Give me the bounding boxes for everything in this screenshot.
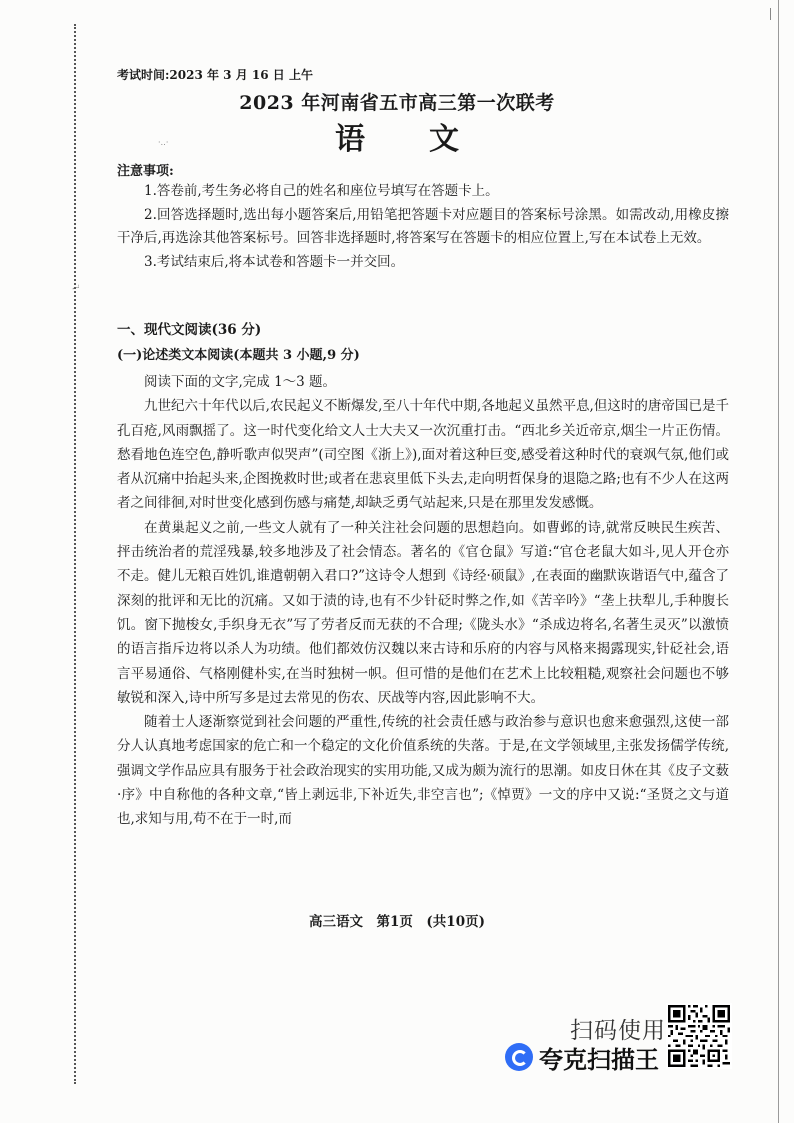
- reading-passage: [117, 370, 729, 832]
- exam-title: 2023 年河南省五市高三第一次联考: [239, 92, 555, 114]
- subsection-heading: (一)论述类文本阅读(本题共 3 小题,9 分): [117, 348, 360, 363]
- notice-item: 2.回答选择题时,选出每小题答案后,用铅笔把答题卡对应题目的答案标号涂黑。如需改动,用橡皮擦干净后,再选涂其他答案标号。回答非选择题时,将答案写在答题卡的相应位置上,写在本试卷上无效。: [117, 206, 729, 246]
- page-edge-line: [778, 0, 779, 1123]
- instruction-paragraph: 阅读下面的文字,完成 1～3 题。: [144, 374, 337, 390]
- exam-time: 考试时间:2023 年 3 月 16 日 上午: [117, 68, 313, 82]
- scan-to-use-label: 扫码使用: [570, 1018, 666, 1044]
- notice-item: 3.考试结束后,将本试卷和答题卡一并交回。: [144, 253, 405, 270]
- page-edge-tick: [770, 8, 781, 20]
- subject-title: 语文: [335, 122, 523, 157]
- passage-paragraph: 随着士人逐渐察觉到社会问题的严重性,传统的社会责任感与政治参与意识也愈来愈强烈,这使一部分人认真地考虑国家的危亡和一个稳定的文化价值系统的失落。于是,在文学领域里,主张发扬儒学传统,强调文学作品应具有服务于社会政治现实的实用功能,又成为颇为流行的思潮。如皮日休在其《皮子文薮·序》中自称他的各种文章,“皆上剥远非,下补近失,非空言也”;《悼贾》一文的序中又说:“圣贤之文与道也,求知与用,苟不在于一时,而: [117, 714, 729, 828]
- page-footer: 高三语文 第1页 (共10页): [309, 914, 485, 930]
- quark-logo-icon: [505, 1043, 533, 1071]
- section-heading: 一、现代文阅读(36 分): [117, 322, 262, 338]
- passage-paragraph: 在黄巢起义之前,一些文人就有了一种关注社会问题的思想趋向。如曹邺的诗,就常反映民生疾苦、抨击统治者的荒淫残暴,较多地涉及了社会情态。著名的《官仓鼠》写道:“官仓老鼠大如斗,见人开仓亦不走。健儿无粮百姓饥,谁遣朝朝入君口?”这诗令人想到《诗经·硕鼠》,在表面的幽默诙谐语气中,蕴含了深刻的批评和无比的沉痛。又如于渍的诗,也有不少针砭时弊之作,如《苦辛吟》“垄上扶犁儿,手种腹长饥。窗下抛梭女,手织身无衣”写了劳者反而无获的不合理;《陇头水》“杀成边将名,名著生灵灭”以激愤的语言指斥边将以杀人为功绩。他们都效仿汉魏以来古诗和乐府的内容与风格来揭露现实,针砭社会,语言平易通俗、气格刚健朴实,在当时独树一帜。但可惜的是他们在艺术上比较粗糙,观察社会问题也不够敏锐和深入,诗中所写多是过去常见的伤农、厌战等内容,因此影响不大。: [117, 519, 729, 706]
- brand-name: 夸克扫描王: [539, 1045, 659, 1074]
- notice-list: [117, 180, 729, 274]
- brand-watermark: [505, 1040, 659, 1074]
- notice-heading: 注意事项:: [117, 164, 174, 179]
- notice-item: 1.答卷前,考生务必将自己的姓名和座位号填写在答题卡上。: [144, 183, 499, 199]
- margin-mark: ㄟ: [70, 281, 81, 292]
- passage-paragraph: 九世纪六十年代以后,农民起义不断爆发,至八十年代中期,各地起义虽然平息,但这时的唐帝国已是千孔百疮,风雨飘摇了。这一时代变化给文人士大夫又一次沉重打击。“西北乡关近帝京,烟尘一片正伤情。愁看地色连空色,静听歌声似哭声”(司空图《浙上》),面对着这种巨变,感受着这种时代的衰飒气氛,他们或者从沉痛中抬起头来,企图挽救时世;或者在悲哀里低下头去,走向明哲保身的退隐之路;也有不少人在这两者之间徘徊,对时世变化感到伤感与痛楚,却缺乏勇气站起来,只是在那里发发感慨。: [117, 398, 729, 512]
- scan-speck: ·‥·: [158, 138, 169, 147]
- qr-code-icon[interactable]: [666, 1003, 732, 1069]
